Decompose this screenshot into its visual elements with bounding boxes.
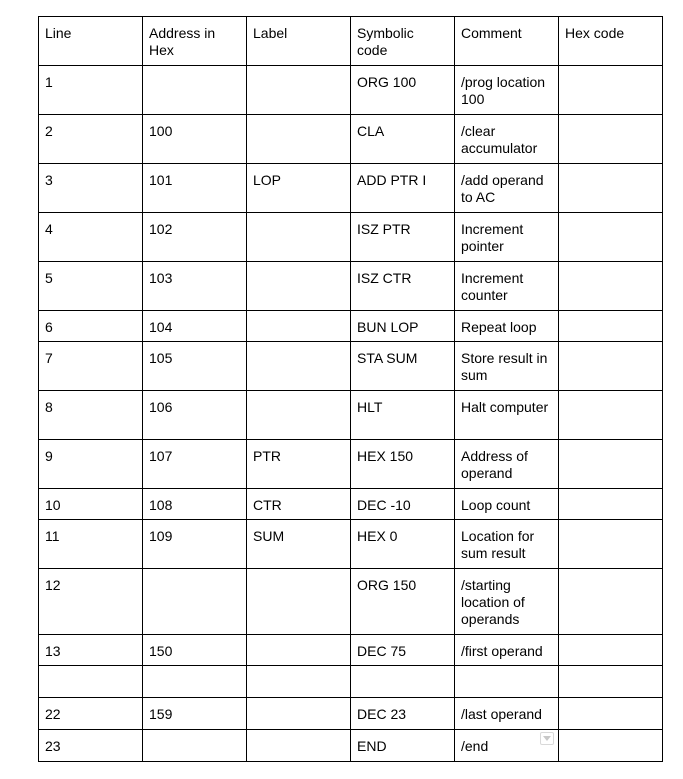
table-row: [39, 213, 663, 262]
cell-address[interactable]: [143, 730, 247, 762]
table-row: [39, 520, 663, 569]
cell-symbolic-code[interactable]: HEX 150: [351, 440, 455, 489]
cell-hex-code[interactable]: [559, 635, 663, 666]
cell-symbolic-code[interactable]: CLA: [351, 115, 455, 164]
cell-line[interactable]: 6: [39, 311, 143, 342]
table-row: [39, 666, 663, 698]
cell-label[interactable]: [247, 391, 351, 440]
cell-symbolic-code[interactable]: HLT: [351, 391, 455, 440]
cell-address[interactable]: 102: [143, 213, 247, 262]
cell-hex-code[interactable]: [559, 262, 663, 311]
cell-line[interactable]: 7: [39, 342, 143, 391]
cell-address[interactable]: 105: [143, 342, 247, 391]
cell-label[interactable]: [247, 311, 351, 342]
cell-comment[interactable]: Increment pointer: [455, 213, 559, 262]
table-row: [39, 569, 663, 635]
cell-comment[interactable]: Loop count: [455, 489, 559, 520]
cell-address[interactable]: 103: [143, 262, 247, 311]
cell-symbolic-code[interactable]: DEC -10: [351, 489, 455, 520]
table-row: [39, 635, 663, 666]
cell-hex-code[interactable]: [559, 311, 663, 342]
cell-comment[interactable]: Repeat loop: [455, 311, 559, 342]
table-row: [39, 698, 663, 730]
header-row: [39, 17, 663, 66]
table-row: [39, 262, 663, 311]
cell-label[interactable]: [247, 342, 351, 391]
cell-symbolic-code[interactable]: ISZ CTR: [351, 262, 455, 311]
cell-address[interactable]: 106: [143, 391, 247, 440]
cell-comment[interactable]: /starting location of operands: [455, 569, 559, 635]
cell-label[interactable]: [247, 569, 351, 635]
cell-hex-code[interactable]: [559, 730, 663, 762]
program-table: [38, 16, 663, 762]
cell-hex-code[interactable]: [559, 213, 663, 262]
cell-symbolic-code[interactable]: STA SUM: [351, 342, 455, 391]
cell-line[interactable]: 4: [39, 213, 143, 262]
cell-line[interactable]: 9: [39, 440, 143, 489]
cell-label[interactable]: [247, 213, 351, 262]
cell-line[interactable]: 10: [39, 489, 143, 520]
cell-line[interactable]: 8: [39, 391, 143, 440]
cell-line[interactable]: 23: [39, 730, 143, 762]
cell-label[interactable]: [247, 115, 351, 164]
table-row: [39, 164, 663, 213]
table-row: [39, 440, 663, 489]
cell-label[interactable]: LOP: [247, 164, 351, 213]
cell-address[interactable]: 150: [143, 635, 247, 666]
cell-line[interactable]: 13: [39, 635, 143, 666]
table-row: [39, 730, 663, 762]
cell-symbolic-code[interactable]: ISZ PTR: [351, 213, 455, 262]
cell-address[interactable]: [143, 569, 247, 635]
cell-hex-code[interactable]: [559, 391, 663, 440]
cell-address[interactable]: [143, 66, 247, 115]
cell-line[interactable]: 1: [39, 66, 143, 115]
table-row: [39, 391, 663, 440]
cell-comment[interactable]: /prog location 100: [455, 66, 559, 115]
header-cell-comment[interactable]: Comment: [455, 17, 559, 66]
cell-comment[interactable]: /first operand: [455, 635, 559, 666]
dropdown-arrow-icon[interactable]: [540, 732, 554, 745]
cell-address[interactable]: 108: [143, 489, 247, 520]
cell-symbolic-code[interactable]: END: [351, 730, 455, 762]
cell-address[interactable]: [143, 666, 247, 698]
cell-hex-code[interactable]: [559, 115, 663, 164]
cell-symbolic-code[interactable]: ORG 150: [351, 569, 455, 635]
cell-comment[interactable]: /end: [455, 730, 559, 762]
cell-comment[interactable]: Increment counter: [455, 262, 559, 311]
cell-comment[interactable]: /last operand: [455, 698, 559, 730]
cell-hex-code[interactable]: [559, 520, 663, 569]
cell-symbolic-code[interactable]: [351, 666, 455, 698]
cell-address[interactable]: 109: [143, 520, 247, 569]
cell-comment[interactable]: [455, 666, 559, 698]
cell-address[interactable]: 104: [143, 311, 247, 342]
cell-hex-code[interactable]: [559, 164, 663, 213]
cell-comment[interactable]: /clear accumulator: [455, 115, 559, 164]
cell-line[interactable]: [39, 666, 143, 698]
cell-hex-code[interactable]: [559, 342, 663, 391]
table-row: [39, 311, 663, 342]
cell-address[interactable]: 107: [143, 440, 247, 489]
cell-symbolic-code[interactable]: DEC 75: [351, 635, 455, 666]
header-cell-label[interactable]: Label: [247, 17, 351, 66]
cell-line[interactable]: 5: [39, 262, 143, 311]
cell-comment[interactable]: Store result in sum: [455, 342, 559, 391]
cell-line[interactable]: 22: [39, 698, 143, 730]
cell-label[interactable]: PTR: [247, 440, 351, 489]
cell-symbolic-code[interactable]: BUN LOP: [351, 311, 455, 342]
cell-label[interactable]: [247, 730, 351, 762]
cell-address[interactable]: 100: [143, 115, 247, 164]
cell-label[interactable]: [247, 635, 351, 666]
table-row: [39, 489, 663, 520]
table-row: [39, 115, 663, 164]
cell-line[interactable]: 12: [39, 569, 143, 635]
cell-label[interactable]: [247, 262, 351, 311]
cell-label[interactable]: [247, 666, 351, 698]
cell-label[interactable]: CTR: [247, 489, 351, 520]
header-cell-address[interactable]: Address in Hex: [143, 17, 247, 66]
cell-line[interactable]: 11: [39, 520, 143, 569]
cell-comment[interactable]: Halt computer: [455, 391, 559, 440]
cell-hex-code[interactable]: [559, 569, 663, 635]
header-cell-symbolic-code[interactable]: Symbolic code: [351, 17, 455, 66]
cell-symbolic-code[interactable]: ADD PTR I: [351, 164, 455, 213]
cell-address[interactable]: 101: [143, 164, 247, 213]
cell-symbolic-code[interactable]: DEC 23: [351, 698, 455, 730]
table-row: [39, 342, 663, 391]
cell-symbolic-code[interactable]: HEX 0: [351, 520, 455, 569]
cell-hex-code[interactable]: [559, 666, 663, 698]
cell-comment[interactable]: /add operand to AC: [455, 164, 559, 213]
table-row: [39, 66, 663, 115]
cell-hex-code[interactable]: [559, 66, 663, 115]
header-cell-hex-code[interactable]: Hex code: [559, 17, 663, 66]
cell-comment[interactable]: Location for sum result: [455, 520, 559, 569]
cell-line[interactable]: 2: [39, 115, 143, 164]
cell-line[interactable]: 3: [39, 164, 143, 213]
cell-label[interactable]: SUM: [247, 520, 351, 569]
header-cell-line[interactable]: Line: [39, 17, 143, 66]
cell-hex-code[interactable]: [559, 698, 663, 730]
cell-hex-code[interactable]: [559, 489, 663, 520]
cell-address[interactable]: 159: [143, 698, 247, 730]
cell-label[interactable]: [247, 66, 351, 115]
cell-symbolic-code[interactable]: ORG 100: [351, 66, 455, 115]
cell-label[interactable]: [247, 698, 351, 730]
cell-hex-code[interactable]: [559, 440, 663, 489]
cell-comment[interactable]: Address of operand: [455, 440, 559, 489]
